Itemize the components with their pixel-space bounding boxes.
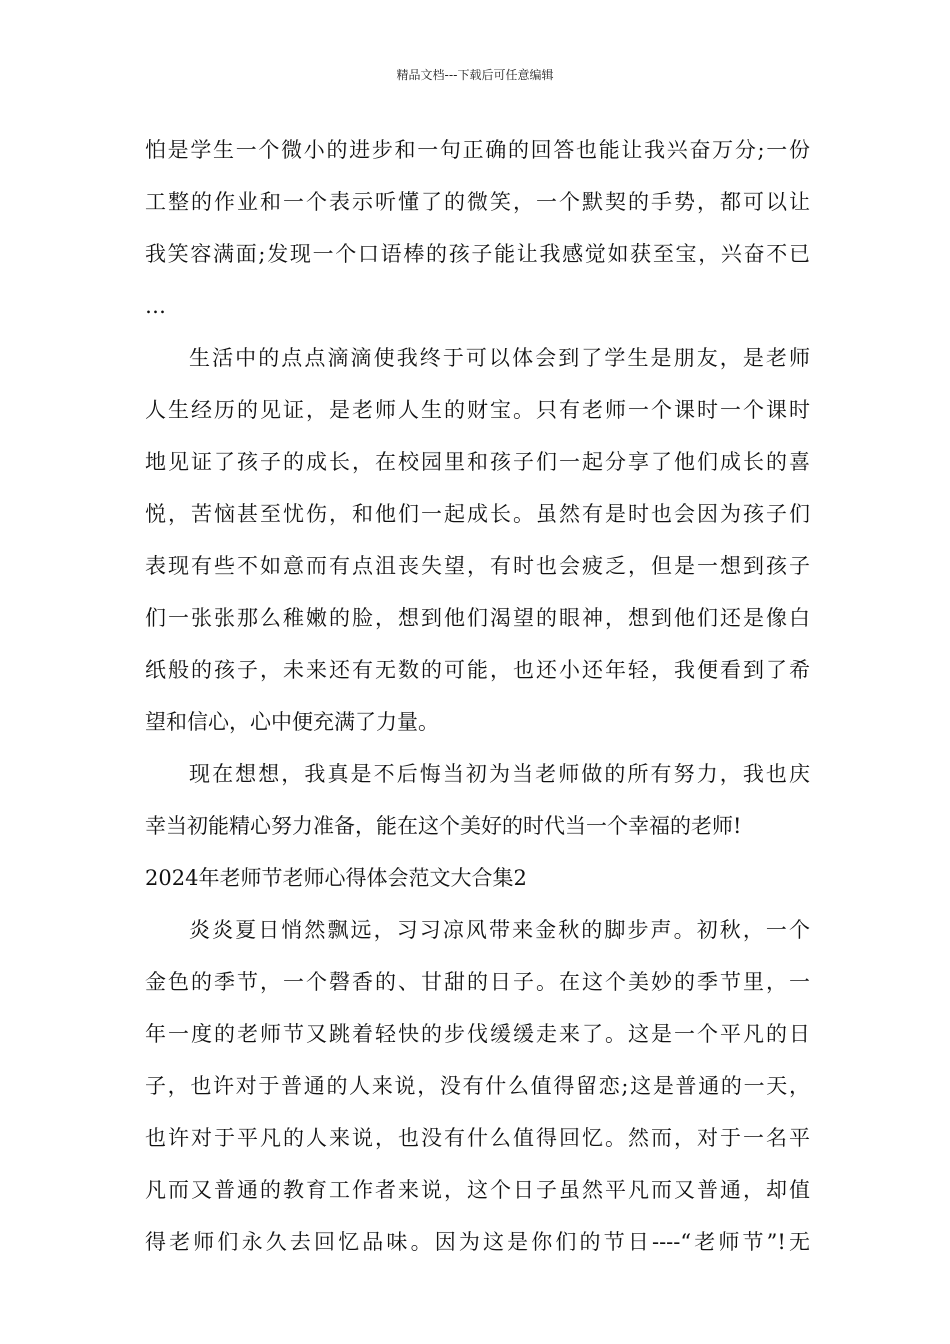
text-line: 工整的作业和一个表示听懂了的微笑，一个默契的手势，都可以让 [145, 190, 810, 214]
text-line: 怕是学生一个微小的进步和一句正确的回答也能让我兴奋万分;一份 [145, 138, 810, 162]
text-line: 纸般的孩子，未来还有无数的可能，也还小还年轻，我便看到了希 [145, 658, 810, 682]
text-line: 幸当初能精心努力准备，能在这个美好的时代当一个幸福的老师! [145, 814, 742, 838]
text-line: 凡而又普通的教育工作者来说，这个日子虽然平凡而又普通，却值 [145, 1178, 810, 1202]
text-line: 地见证了孩子的成长，在校园里和孩子们一起分享了他们成长的喜 [145, 450, 810, 474]
text-line: 年一度的老师节又跳着轻快的步伐缓缓走来了。这是一个平凡的日 [145, 1022, 810, 1046]
text-line: 现在想想，我真是不后悔当初为当老师做的所有努力，我也庆 [189, 762, 810, 786]
text-line: … [145, 294, 166, 318]
text-line: 金色的季节，一个磬香的、甘甜的日子。在这个美妙的季节里，一 [145, 970, 810, 994]
text-line: 生活中的点点滴滴使我终于可以体会到了学生是朋友，是老师 [189, 346, 810, 370]
text-line: 得老师们永久去回忆品味。因为这是你们的节日----“老师节”!无 [145, 1230, 810, 1254]
text-line: 们一张张那么稚嫩的脸，想到他们渴望的眼神，想到他们还是像白 [145, 606, 810, 630]
section-title: 2024年老师节老师心得体会范文大合集2 [145, 866, 527, 890]
text-line: 人生经历的见证，是老师人生的财宝。只有老师一个课时一个课时 [145, 398, 810, 422]
text-line: 炎炎夏日悄然飘远，习习凉风带来金秋的脚步声。初秋，一个 [189, 918, 810, 942]
text-line: 悦，苦恼甚至忧伤，和他们一起成长。虽然有是时也会因为孩子们 [145, 502, 810, 526]
text-line: 望和信心，心中便充满了力量。 [145, 710, 439, 734]
text-line: 我笑容满面;发现一个口语棒的孩子能让我感觉如获至宝，兴奋不已 [145, 242, 810, 266]
document-body [145, 124, 810, 1268]
page-header: 精品文档---下载后可任意编辑 [396, 68, 554, 82]
text-line: 表现有些不如意而有点沮丧失望，有时也会疲乏，但是一想到孩子 [145, 554, 810, 578]
text-line: 子，也许对于普通的人来说，没有什么值得留恋;这是普通的一天， [145, 1074, 810, 1098]
text-line: 也许对于平凡的人来说，也没有什么值得回忆。然而，对于一名平 [145, 1126, 810, 1150]
